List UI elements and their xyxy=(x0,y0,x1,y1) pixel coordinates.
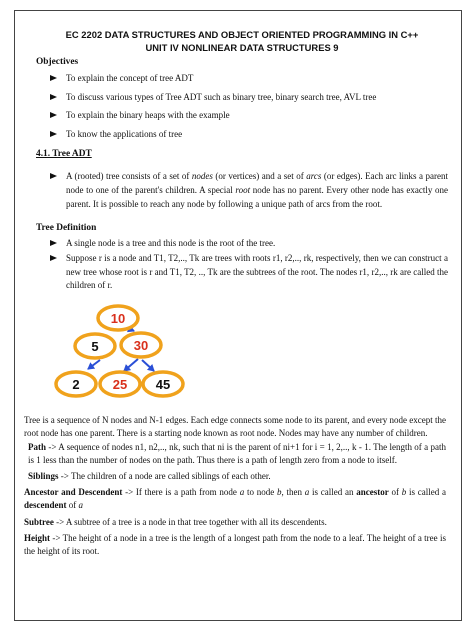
definition-item: A single node is a tree and this node is the root of the tree. xyxy=(36,237,448,250)
objective-item: To know the applications of tree xyxy=(36,128,448,141)
tree-definition-list xyxy=(36,237,448,293)
tree-node xyxy=(121,333,161,357)
edge-arrow xyxy=(142,360,154,371)
tree-node xyxy=(56,372,96,396)
objective-item: To explain the concept of tree ADT xyxy=(36,72,448,85)
tree-definition-heading: Tree Definition xyxy=(36,223,97,234)
tree-node xyxy=(75,334,115,358)
tree-node xyxy=(143,372,183,396)
definitions-block xyxy=(24,414,446,558)
edge-arrow xyxy=(88,360,100,369)
tree-adt-heading: 4.1. Tree ADT xyxy=(36,149,92,160)
svg-text:5: 5 xyxy=(91,339,99,355)
objective-item: To discuss various types of Tree ADT such as binary tree, binary search tree, AVL tree xyxy=(36,91,448,104)
ancestor-definition: Ancestor and Descendent -> If there is a path from node a to node b, then a is called an ancestor of b is called a descendent of a xyxy=(24,487,446,511)
edge-arrow xyxy=(124,359,138,371)
path-definition: Path -> A sequence of nodes n1, n2,.., nk, such that ni is the parent of ni+1 for i = 1, 2,.., k - 1. The length of a path is 1 less than the number of nodes on the path. Thus there is a path of length zero from a node to itself. xyxy=(28,441,446,465)
document-page xyxy=(24,28,448,558)
bullet-arrow-icon xyxy=(50,240,57,246)
document-title: EC 2202 DATA STRUCTURES AND OBJECT ORIENTED PROGRAMMING IN C++ xyxy=(65,29,419,40)
tree-adt-paragraph: A (rooted) tree consists of a set of nodes (or vertices) and a set of arcs (or edges). Each arc links a parent node to one of the parent's children. A special root node has no parent. Every other node has exactly one parent. It is possible to reach any node by following a unique path of arcs from the root. xyxy=(36,170,448,211)
unit-title: UNIT IV NONLINEAR DATA STRUCTURES 9 xyxy=(145,42,339,53)
bullet-arrow-icon xyxy=(50,75,57,81)
objective-item: To explain the binary heaps with the example xyxy=(36,109,448,122)
bullet-arrow-icon xyxy=(50,112,57,118)
definition-item: Suppose r is a node and T1, T2,.., Tk are trees with roots r1, r2,.., rk, respectively, then we can construct a new tree whose root is r and T1, T2, .., Tk are the subtrees of the root. The nodes r1, r2,.., rk are called the children of r. xyxy=(36,252,448,293)
objectives-list xyxy=(36,72,448,140)
tree-node xyxy=(98,306,138,330)
svg-text:25: 25 xyxy=(112,377,128,393)
intro-paragraph: Tree is a sequence of N nodes and N-1 edges. Each edge connects some node to its parent, and every node except the root node has one parent. There is a starting node known as root node. Nodes may have any number of children. xyxy=(24,415,446,439)
bullet-arrow-icon xyxy=(50,94,57,100)
svg-text:45: 45 xyxy=(155,377,171,393)
tree-node xyxy=(100,372,140,396)
height-definition: Height -> The height of a node in a tree is the length of a longest path from the node to a leaf. The height of a tree is the height of its root. xyxy=(24,532,446,556)
tree-diagram xyxy=(36,304,448,408)
bullet-arrow-icon xyxy=(50,131,57,137)
bullet-arrow-icon xyxy=(50,255,57,261)
svg-text:30: 30 xyxy=(133,338,149,354)
tree-adt-list xyxy=(36,170,448,211)
subtree-definition: Subtree -> A subtree of a tree is a node in that tree together with all its descendents. xyxy=(24,516,327,527)
objectives-heading: Objectives xyxy=(36,57,79,67)
bullet-arrow-icon xyxy=(50,173,57,179)
siblings-definition: Siblings -> The children of a node are called siblings of each other. xyxy=(28,470,271,481)
svg-text:2: 2 xyxy=(72,377,80,393)
svg-text:10: 10 xyxy=(110,311,126,327)
